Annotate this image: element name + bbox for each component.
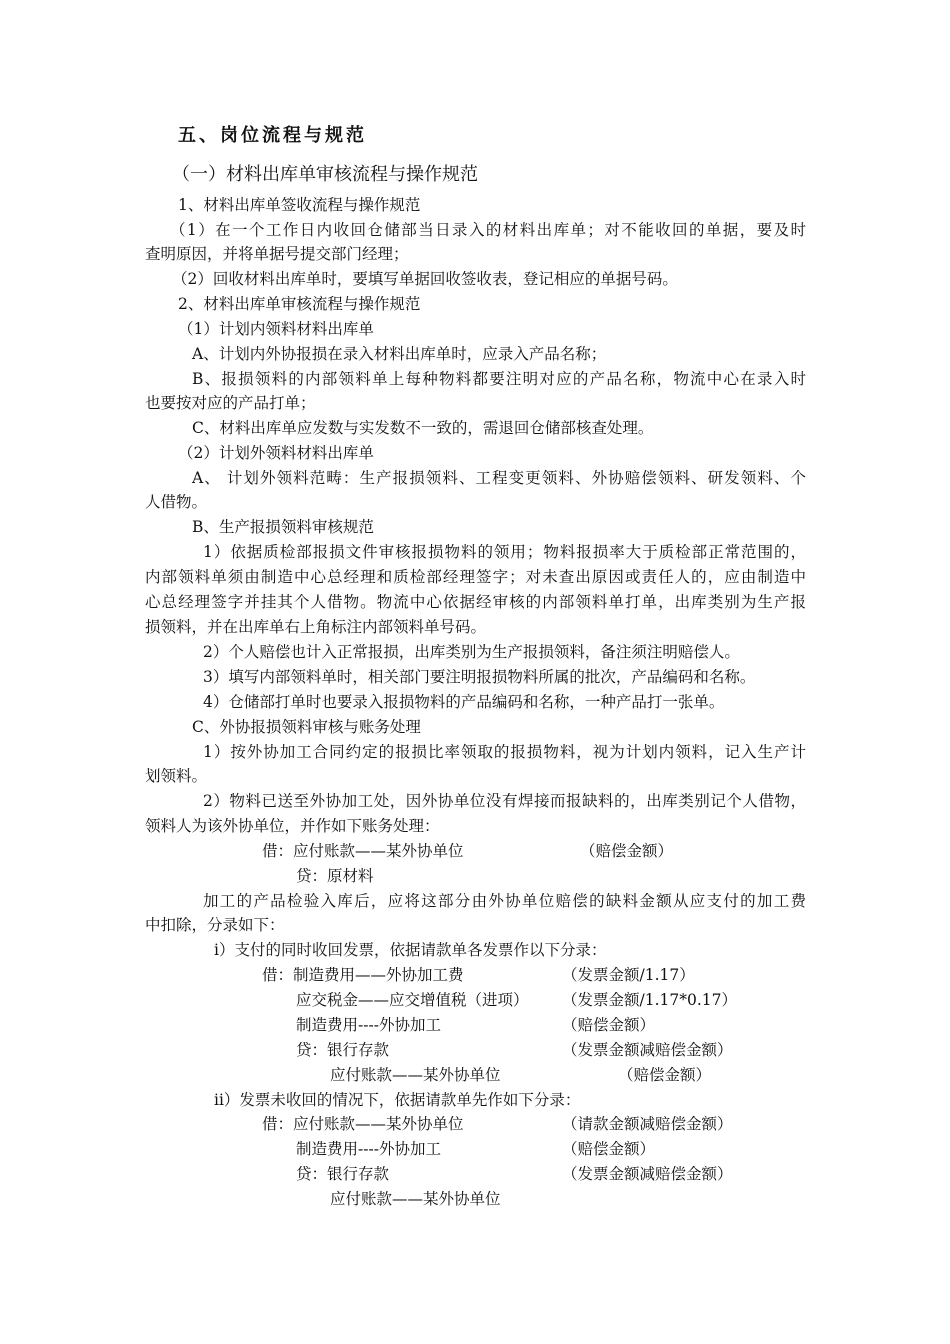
paragraph-line: 领料人为该外协单位，并作如下账务处理：	[145, 817, 440, 835]
journal-entry-left: 借：应付账款——某外协单位	[262, 842, 464, 860]
journal-entry-left: 贷：原材料	[296, 867, 374, 885]
journal-entry-left: 贷：银行存款	[296, 1041, 390, 1059]
paragraph-line: 加工的产品检验入库后，应将这部分由外协单位赔偿的缺料金额从应支付的加工费	[203, 892, 806, 910]
paragraph-heading: 2、材料出库单审核流程与操作规范	[178, 295, 421, 313]
paragraph-line: B、报损领料的内部领料单上每种物料都要注明对应的产品名称，物流中心在录入时	[192, 370, 806, 388]
paragraph-line: 中扣除，分录如下：	[145, 916, 285, 934]
paragraph-line: 内部领料单须由制造中心总经理和质检部经理签字；对未查出原因或责任人的，应由制造中	[145, 568, 806, 586]
journal-entry-left: 贷：银行存款	[296, 1165, 390, 1183]
paragraph-line: 4）仓储部打单时也要录入报损物料的产品编码和名称，一种产品打一张单。	[203, 693, 725, 711]
paragraph-line: 人借物。	[145, 493, 208, 511]
journal-entry-right: （赔偿金额）	[618, 1066, 712, 1084]
paragraph-line: 1）按外协加工合同约定的报损比率领取的报损物料，视为计划内领料，记入生产计	[203, 743, 806, 761]
paragraph-heading: 1、材料出库单签收流程与操作规范	[178, 196, 421, 214]
paragraph-line: C、材料出库单应发数与实发数不一致的，需退回仓储部核查处理。	[192, 419, 654, 437]
journal-entry-right: （发票金额减赔偿金额）	[562, 1165, 733, 1183]
paragraph-line: （1）计划内领料材料出库单	[178, 320, 374, 338]
journal-entry-right: （发票金额/1.17*0.17）	[562, 991, 737, 1009]
journal-entry-left: 借：制造费用——外协加工费	[262, 966, 464, 984]
journal-entry-right: （请款金额减赔偿金额）	[562, 1115, 733, 1133]
journal-entry-left: 应付账款——某外协单位	[330, 1190, 501, 1208]
journal-entry-left: 借：应付账款——某外协单位	[262, 1115, 464, 1133]
paragraph-line: 1）依据质检部报损文件审核报损物料的领用；物料报损率大于质检部正常范围的，	[203, 543, 806, 561]
paragraph-line: A、 计划外领料范畴：生产报损领料、工程变更领料、外协赔偿领料、研发领料、个	[192, 469, 806, 487]
paragraph-line: （2）回收材料出库单时，要填写单据回收签收表，登记相应的单据号码。	[172, 270, 678, 288]
subsection-title: （一）材料出库单审核流程与操作规范	[172, 164, 478, 185]
paragraph-line: 划领料。	[145, 767, 208, 785]
journal-entry-left: 应付账款——某外协单位	[330, 1066, 501, 1084]
journal-entry-left: 制造费用----外协加工	[296, 1140, 441, 1158]
paragraph-line: 也要按对应的产品打单；	[145, 394, 316, 412]
list-heading: ⅱ）发票未收回的情况下，依据请款单先作如下分录：	[214, 1091, 581, 1109]
journal-entry-right: （赔偿金额）	[562, 1016, 656, 1034]
paragraph-line: 查明原因，并将单据号提交部门经理；	[145, 245, 409, 263]
journal-entry-left: 制造费用----外协加工	[296, 1016, 441, 1034]
paragraph-line: 3）填写内部领料单时，相关部门要注明报损物料所属的批次，产品编码和名称。	[203, 668, 756, 686]
paragraph-line: 2）物料已送至外协加工处，因外协单位没有焊接而报缺料的，出库类别记个人借物，	[203, 792, 806, 810]
journal-entry-right: （发票金额减赔偿金额）	[562, 1041, 733, 1059]
paragraph-line: C、外协报损领料审核与账务处理	[192, 718, 421, 736]
paragraph-line: B、生产报损领料审核规范	[192, 518, 374, 536]
paragraph-line: （1）在一个工作日内收回仓储部当日录入的材料出库单；对不能收回的单据，要及时	[170, 221, 806, 239]
journal-entry-right: （发票金额/1.17）	[562, 966, 695, 984]
section-title: 五、岗位流程与规范	[178, 125, 367, 146]
journal-entry-right: （赔偿金额）	[562, 1140, 656, 1158]
journal-entry-left: 应交税金——应交增值税（进项）	[296, 991, 529, 1009]
paragraph-line: 损领料，并在出库单右上角标注内部领料单号码。	[145, 618, 487, 636]
paragraph-line: 2）个人赔偿也计入正常报损，出库类别为生产报损领料，备注须注明赔偿人。	[203, 643, 740, 661]
list-heading: ⅰ）支付的同时收回发票，依据请款单各发票作以下分录：	[214, 941, 607, 959]
journal-entry-right: （赔偿金额）	[580, 842, 674, 860]
paragraph-line: 心总经理签字并挂其个人借物。物流中心依据经审核的内部领料单打单，出库类别为生产报	[145, 593, 806, 611]
paragraph-line: （2）计划外领料材料出库单	[178, 444, 374, 462]
paragraph-line: A、计划内外协报损在录入材料出库单时，应录入产品名称；	[192, 345, 607, 363]
